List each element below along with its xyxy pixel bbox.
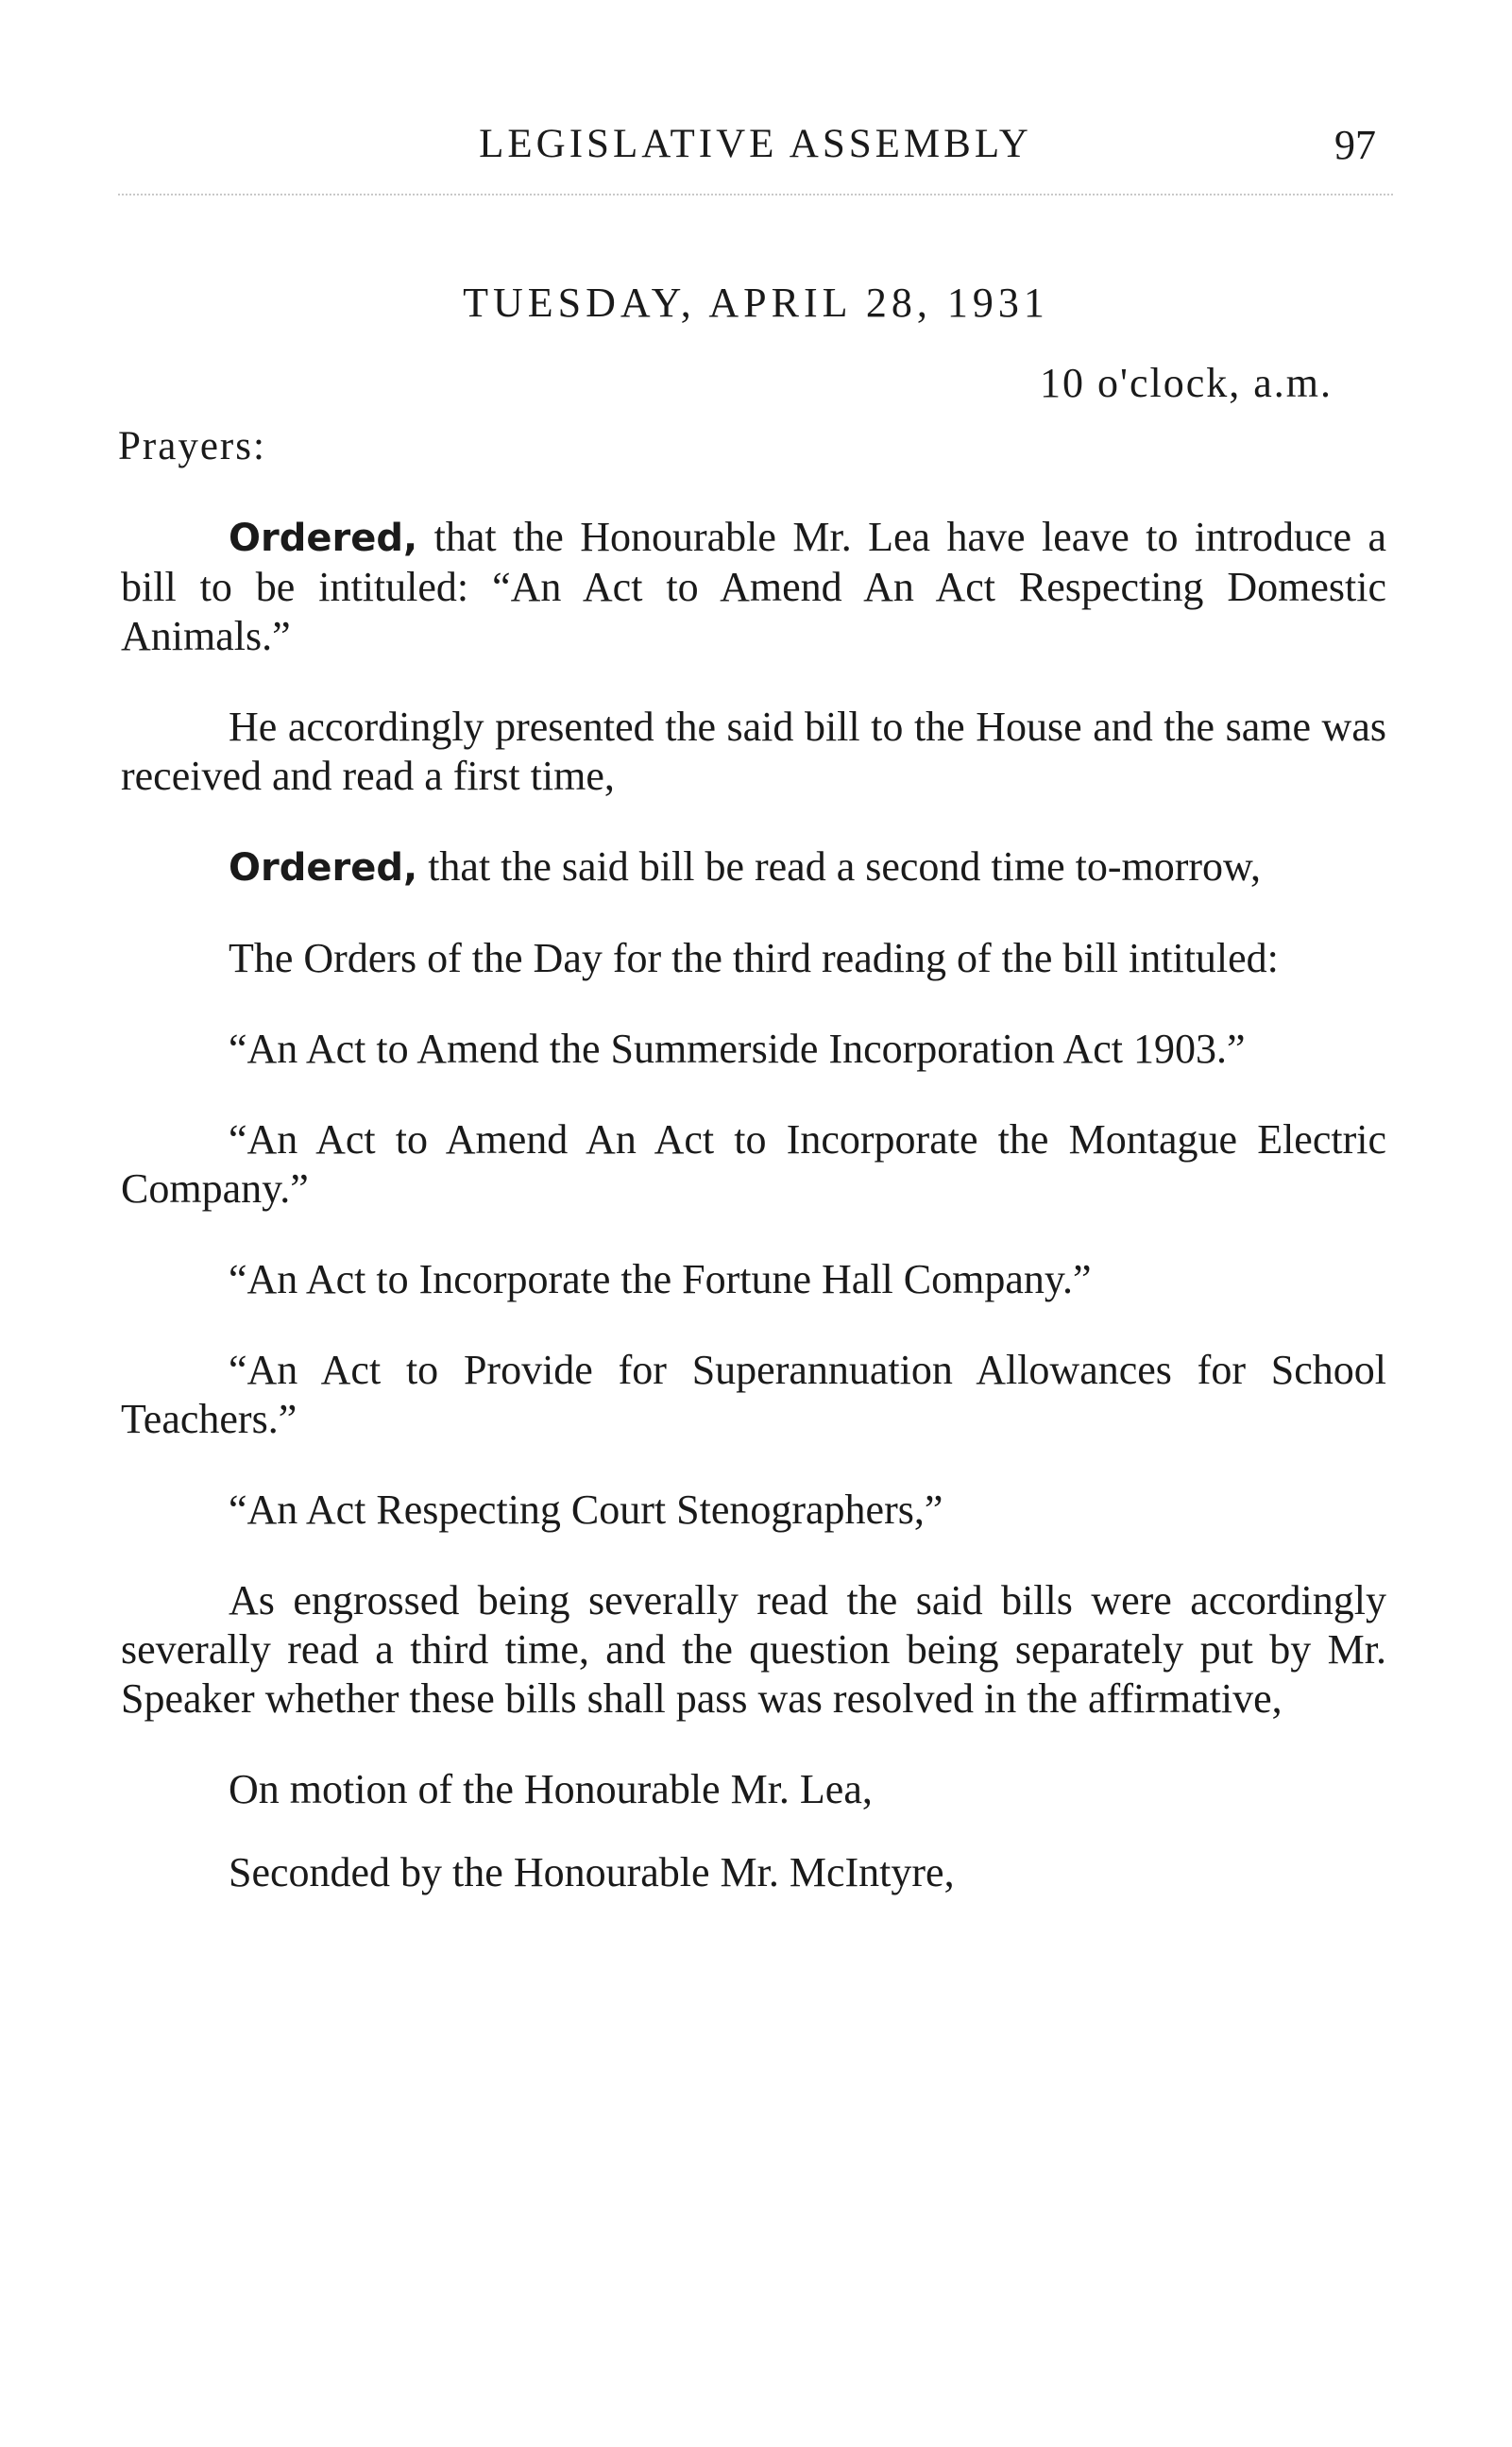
- ordered-lead: Ordered,: [229, 517, 418, 560]
- bill-title: [121, 1255, 1386, 1304]
- paragraph-text: Seconded by the Honourable Mr. McIntyre,: [229, 1849, 955, 1895]
- paragraph-first-reading: [121, 703, 1386, 801]
- paragraph-text: “An Act to Amend the Summerside Incorporation Act 1903.”: [229, 1026, 1246, 1072]
- paragraph-motion: [121, 1765, 1386, 1814]
- paragraph-leave-to-introduce: [121, 513, 1386, 661]
- paragraph-text: that the said bill be read a second time to-morrow,: [417, 843, 1261, 890]
- paragraph-seconded: [121, 1848, 1386, 1897]
- bill-title: [121, 1025, 1386, 1074]
- page-number: 97: [1334, 122, 1376, 168]
- session-date: TUESDAY, APRIL 28, 1931: [463, 280, 1049, 326]
- paragraph-text: He accordingly presented the said bill to the House and the same was received and read a first time,: [121, 704, 1386, 799]
- paragraph-text: On motion of the Honourable Mr. Lea,: [229, 1766, 873, 1812]
- prayers-label: Prayers:: [118, 424, 266, 468]
- paragraph-orders-of-day: [121, 934, 1386, 983]
- page-body: [121, 513, 1386, 1931]
- page-header: [118, 111, 1393, 178]
- bill-title: [121, 1115, 1386, 1214]
- bill-title: [121, 1346, 1386, 1444]
- paragraph-third-reading: [121, 1576, 1386, 1724]
- paragraph-text: “An Act to Provide for Superannuation Allowances for School Teachers.”: [121, 1347, 1386, 1442]
- paragraph-text: As engrossed being severally read the said bills were accordingly severally read a third time, and the question being separately put by Mr. Speaker whether these bills shall pass was resolved in the affirmative,: [121, 1577, 1386, 1722]
- bill-title: [121, 1486, 1386, 1535]
- paragraph-text: “An Act to Amend An Act to Incorporate the Montague Electric Company.”: [121, 1116, 1386, 1212]
- paragraph-text: The Orders of the Day for the third reading of the bill intituled:: [229, 935, 1279, 981]
- paragraph-text: “An Act Respecting Court Stenographers,”: [229, 1487, 943, 1533]
- running-head: LEGISLATIVE ASSEMBLY: [479, 122, 1032, 166]
- paragraph-second-reading: [121, 842, 1386, 892]
- session-time: 10 o'clock, a.m.: [1040, 360, 1333, 406]
- ordered-lead: Ordered,: [229, 846, 418, 890]
- header-rule: [118, 194, 1393, 195]
- paragraph-text: that the Honourable Mr. Lea have leave to introduce a bill to be intituled: “An Act to Amend An Act Respecting Domestic Animals.”: [121, 514, 1386, 659]
- paragraph-text: “An Act to Incorporate the Fortune Hall Company.”: [229, 1256, 1092, 1302]
